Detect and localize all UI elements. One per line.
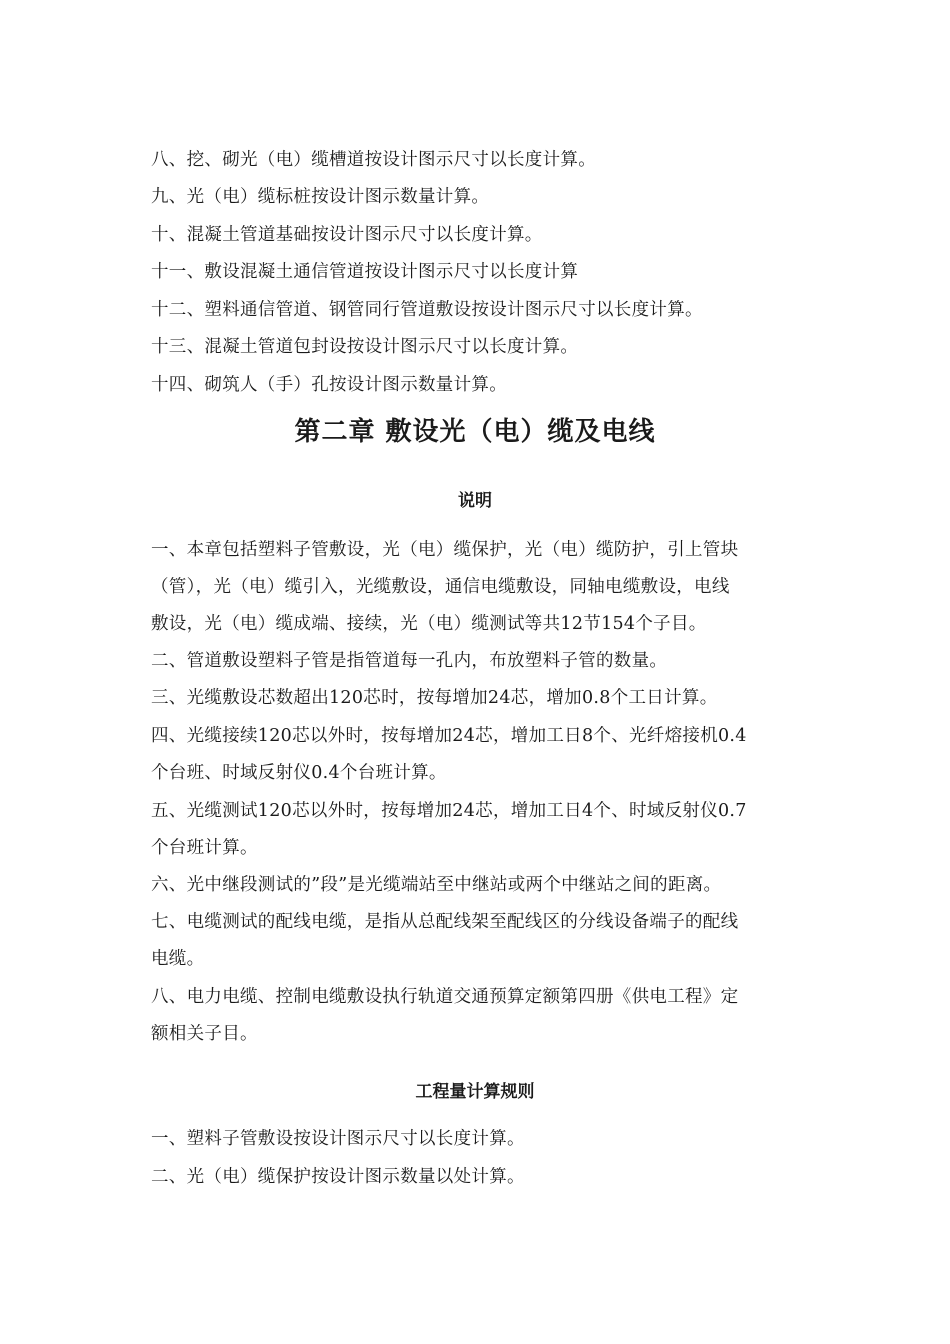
- notes-line: （管），光（电）缆引入，光缆敷设，通信电缆敷设，同轴电缆敷设，电线: [151, 577, 730, 597]
- rule-line: 十、混凝土管道基础按设计图示尺寸以长度计算。: [151, 225, 543, 245]
- notes-title: 说明: [458, 491, 492, 511]
- rule-line: 八、挖、砌光（电）缆槽道按设计图示尺寸以长度计算。: [151, 150, 596, 170]
- notes-line: 五、光缆测试120芯以外时，按每增加24芯，增加工日4个、时域反射仪0.7: [151, 801, 747, 821]
- notes-line: 个台班计算。: [151, 838, 258, 858]
- notes-line: 敷设，光（电）缆成端、接续，光（电）缆测试等共12节154个子目。: [151, 614, 707, 634]
- notes-line: 个台班、时域反射仪0.4个台班计算。: [151, 763, 447, 783]
- notes-line: 电缆。: [151, 949, 205, 969]
- rule-line: 十三、混凝土管道包封设按设计图示尺寸以长度计算。: [151, 337, 579, 357]
- rule-line: 十一、敷设混凝土通信管道按设计图示尺寸以长度计算: [151, 262, 579, 282]
- rule-line: 十四、砌筑人（手）孔按设计图示数量计算。: [151, 375, 507, 395]
- notes-line: 六、光中继段测试的”段”是光缆端站至中继站或两个中继站之间的距离。: [151, 875, 722, 895]
- rule-line: 一、塑料子管敷设按设计图示尺寸以长度计算。: [151, 1129, 525, 1149]
- notes-line: 四、光缆接续120芯以外时，按每增加24芯，增加工日8个、光纤熔接机0.4: [151, 726, 747, 746]
- notes-line: 七、电缆测试的配线电缆，是指从总配线架至配线区的分线设备端子的配线: [151, 912, 739, 932]
- notes-line: 三、光缆敷设芯数超出120芯时，按每增加24芯，增加0.8个工日计算。: [151, 688, 718, 708]
- notes-line: 八、电力电缆、控制电缆敷设执行轨道交通预算定额第四册《供电工程》定: [151, 987, 739, 1007]
- notes-line: 一、本章包括塑料子管敷设，光（电）缆保护，光（电）缆防护，引上管块: [151, 540, 739, 560]
- chapter-title: 第二章 敷设光（电）缆及电线: [294, 417, 656, 447]
- notes-line: 二、管道敷设塑料子管是指管道每一孔内，布放塑料子管的数量。: [151, 651, 668, 671]
- notes-line: 额相关子目。: [151, 1024, 258, 1044]
- rule-line: 二、光（电）缆保护按设计图示数量以处计算。: [151, 1167, 525, 1187]
- rule-line: 九、光（电）缆标桩按设计图示数量计算。: [151, 187, 490, 207]
- rules-title: 工程量计算规则: [415, 1082, 535, 1102]
- rule-line: 十二、塑料通信管道、钢管同行管道敷设按设计图示尺寸以长度计算。: [151, 300, 703, 320]
